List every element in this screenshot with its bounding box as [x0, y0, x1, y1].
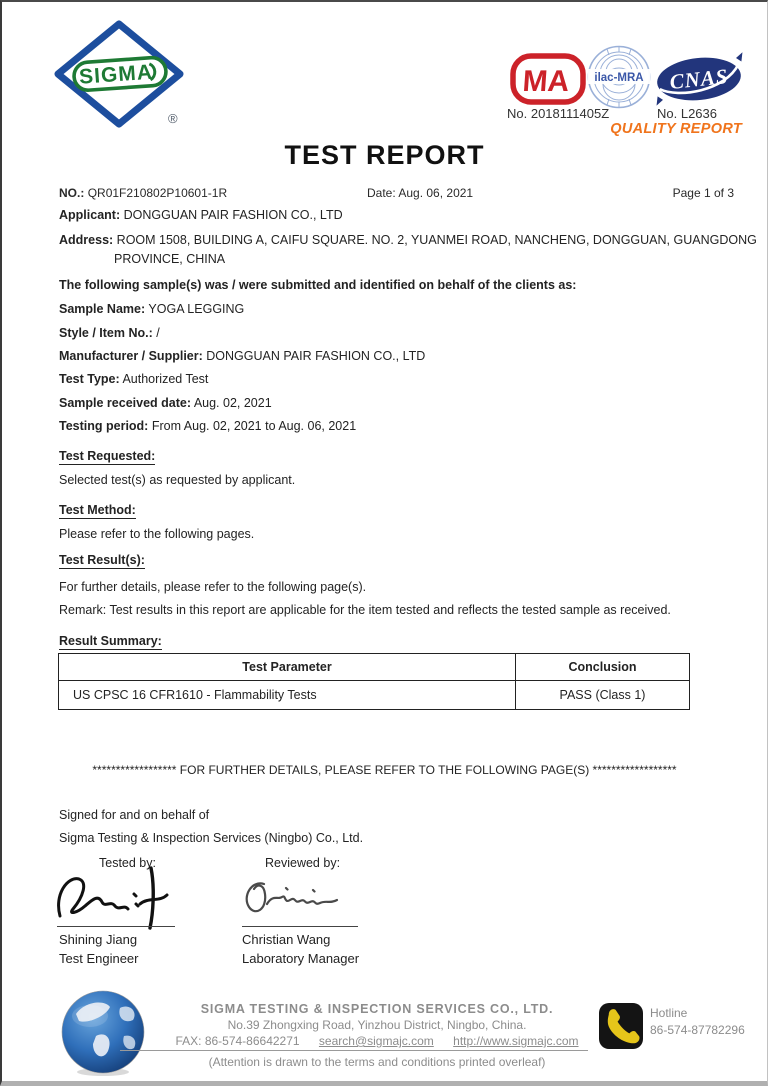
- page-indicator: Page 1 of 3: [672, 186, 734, 200]
- test-method-text: Please refer to the following pages.: [59, 527, 255, 541]
- table-cell-test-parameter: US CPSC 16 CFR1610 - Flammability Tests: [59, 681, 516, 710]
- cma-certificate-number: No. 2018111405Z: [507, 106, 610, 121]
- sample-name-value: YOGA LEGGING: [148, 302, 245, 316]
- testing-period-line: [59, 419, 356, 433]
- applicant-label: Applicant:: [59, 208, 121, 222]
- cma-mark-icon: [509, 52, 587, 106]
- footer-fax: FAX: 86-574-86642271: [175, 1034, 300, 1048]
- report-number-label: NO.:: [59, 186, 85, 200]
- hotline-label: Hotline: [650, 1006, 688, 1020]
- submission-note: The following sample(s) was / were submitted and identified on behalf of the clients as:: [59, 278, 577, 292]
- sample-received-value: Aug. 02, 2021: [193, 396, 272, 410]
- report-date-value: Aug. 06, 2021: [398, 186, 474, 200]
- test-type-line: [59, 372, 208, 386]
- further-details-divider: ****************** FOR FURTHER DETAILS, PLEASE REFER TO THE FOLLOWING PAGE(S) ******************: [92, 763, 677, 777]
- test-method-heading: Test Method:: [59, 503, 136, 517]
- remark-text: Remark: Test results in this report are applicable for the item tested and reflects the tested sample as received.: [59, 603, 671, 617]
- hotline-block: [650, 1005, 745, 1039]
- manufacturer-line: [59, 349, 425, 363]
- footer-rule: [120, 1050, 588, 1051]
- svg-text:ilac-MRA: ilac-MRA: [594, 72, 644, 84]
- table-header-conclusion: Conclusion: [516, 654, 690, 681]
- testing-period-value: From Aug. 02, 2021 to Aug. 06, 2021: [151, 419, 357, 433]
- test-requested-text: Selected test(s) as requested by applicant.: [59, 473, 296, 487]
- reviewed-by-label: Reviewed by:: [265, 856, 341, 870]
- footer-company: SIGMA TESTING & INSPECTION SERVICES CO., LTD.: [200, 1002, 554, 1016]
- footer-attention-note: (Attention is drawn to the terms and conditions printed overleaf): [208, 1055, 546, 1069]
- table-row: [59, 681, 690, 710]
- test-results-heading: Test Result(s):: [59, 553, 145, 567]
- test-type-value: Authorized Test: [122, 372, 209, 386]
- reviewer-signature: [234, 874, 362, 924]
- test-type-label: Test Type:: [59, 372, 120, 386]
- reviewer-signature-line: [242, 926, 358, 927]
- sample-name-label: Sample Name:: [59, 302, 146, 316]
- ilac-mra-mark-icon: [587, 44, 651, 110]
- tester-title: Test Engineer: [59, 951, 139, 966]
- table-header-test-parameter: Test Parameter: [59, 654, 516, 681]
- sample-received-line: [59, 396, 272, 410]
- footer-contact-line: [152, 1034, 602, 1048]
- applicant-value: DONGGUAN PAIR FASHION CO., LTD: [123, 208, 343, 222]
- style-item-line: [59, 326, 160, 340]
- report-date: [367, 186, 473, 200]
- address-line-1: [59, 233, 757, 247]
- signed-for-text: Signed for and on behalf of: [59, 808, 210, 822]
- phone-icon: [598, 1002, 644, 1050]
- svg-text:CNAS: CNAS: [668, 63, 730, 95]
- tester-signature: [52, 864, 182, 930]
- cnas-certificate-number: No. L2636: [657, 106, 717, 121]
- globe-icon: [58, 988, 148, 1078]
- style-item-label: Style / Item No.:: [59, 326, 153, 340]
- reviewer-name: Christian Wang: [242, 932, 331, 947]
- manufacturer-label: Manufacturer / Supplier:: [59, 349, 203, 363]
- table-cell-conclusion: PASS (Class 1): [516, 681, 690, 710]
- report-number-value: QR01F210802P10601-1R: [87, 186, 228, 200]
- style-item-value: /: [156, 326, 160, 340]
- sigma-logo: [50, 20, 188, 132]
- registered-mark: ®: [168, 111, 178, 126]
- address-line-2: PROVINCE, CHINA: [114, 252, 226, 266]
- report-date-label: Date:: [367, 186, 396, 200]
- tested-by-label: Tested by:: [99, 856, 156, 870]
- table-header-row: [59, 654, 690, 681]
- footer-website-link[interactable]: http://www.sigmajc.com: [453, 1034, 579, 1048]
- reviewer-title: Laboratory Manager: [242, 951, 360, 966]
- test-requested-heading: Test Requested:: [59, 449, 156, 463]
- result-summary-heading: Result Summary:: [59, 634, 162, 648]
- tester-signature-line: [57, 926, 175, 927]
- result-summary-table: [58, 653, 690, 710]
- page-title: TEST REPORT: [284, 140, 485, 170]
- address-value-1: ROOM 1508, BUILDING A, CAIFU SQUARE. NO. 2, YUANMEI ROAD, NANCHENG, DONGGUAN, GUANGDONG: [116, 233, 757, 247]
- svg-text:SIGMA: SIGMA: [78, 60, 154, 89]
- cnas-mark-icon: [654, 52, 744, 106]
- manufacturer-value: DONGGUAN PAIR FASHION CO., LTD: [206, 349, 426, 363]
- test-results-text: For further details, please refer to the following page(s).: [59, 580, 367, 594]
- tester-name: Shining Jiang: [59, 932, 138, 947]
- report-number: [59, 186, 227, 200]
- footer-email-link[interactable]: search@sigmajc.com: [318, 1034, 434, 1048]
- applicant-line: [59, 208, 343, 222]
- svg-text:MA: MA: [521, 65, 571, 98]
- signing-company: Sigma Testing & Inspection Services (Ningbo) Co., Ltd.: [59, 831, 364, 845]
- address-label: Address:: [59, 233, 114, 247]
- sample-received-label: Sample received date:: [59, 396, 192, 410]
- hotline-number: 86-574-87782296: [650, 1023, 745, 1037]
- footer-address: No.39 Zhongxing Road, Yinzhou District, Ningbo, China.: [227, 1018, 527, 1032]
- footer-block: [152, 1002, 602, 1048]
- quality-report-label: QUALITY REPORT: [610, 121, 742, 137]
- testing-period-label: Testing period:: [59, 419, 149, 433]
- sample-name-line: [59, 302, 244, 316]
